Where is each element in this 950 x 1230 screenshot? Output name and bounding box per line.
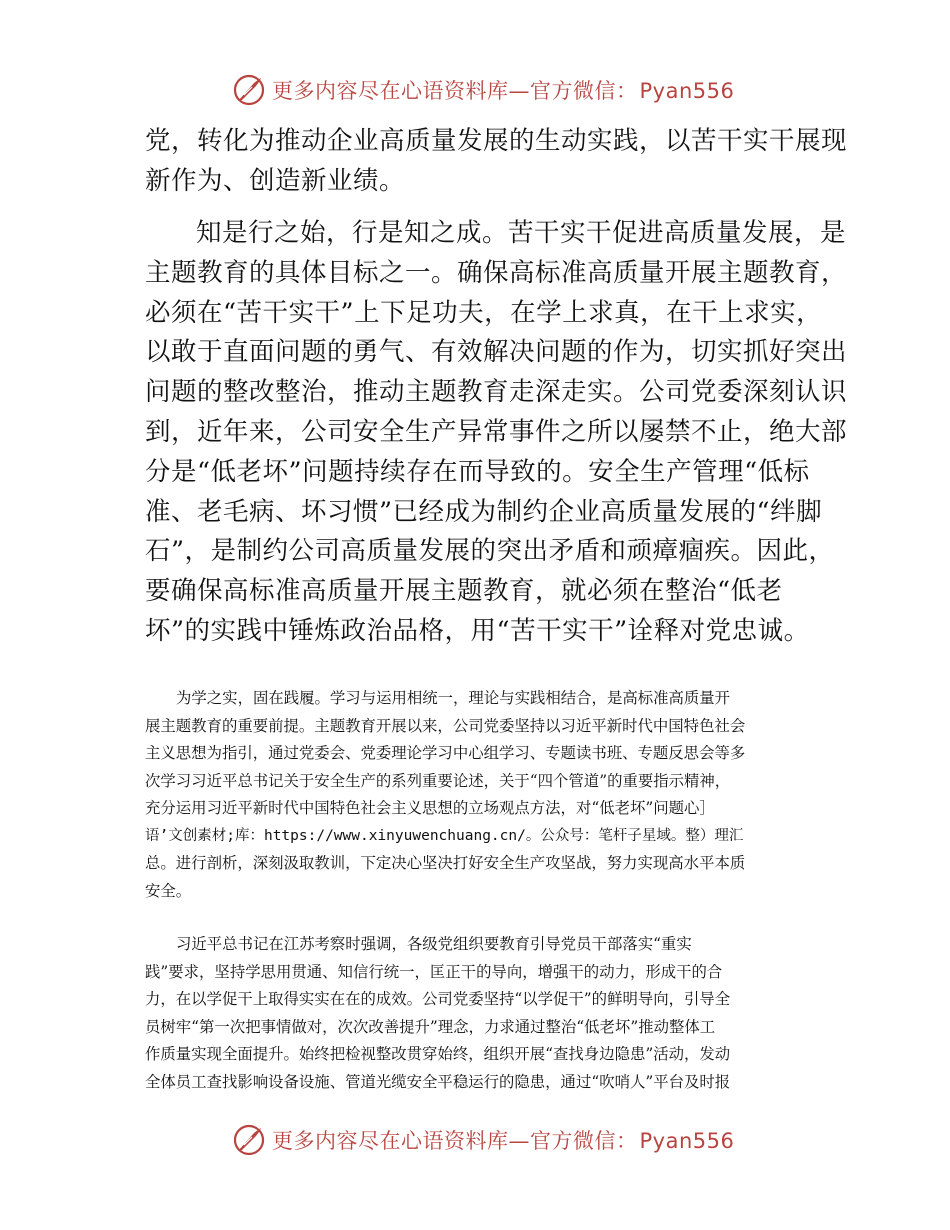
text-line: 党，转化为推动企业高质量发展的生动实践，以苦干实干展现 bbox=[145, 126, 848, 156]
text-line: 员树牢“第一次把事情做对，次次改善提升”理念，力求通过整治“低老坏”推动整体工 bbox=[145, 1017, 716, 1036]
text-line: 坏”的实践中锤炼政治品格，用“苦干实干”诠释对党忠诚。 bbox=[145, 615, 810, 646]
text-line: 力，在以学促干上取得实实在在的成效。公司党委坚持“以学促干”的鲜明导向，引导全 bbox=[145, 990, 731, 1008]
text-line: 主义思想为指引，通过党委会、党委理论学习中心组学习、专题读书班、专题反思会等多 bbox=[145, 744, 746, 762]
text-line: 必须在“苦干实干”上下足功夫，在学上求真，在干上求实， bbox=[145, 297, 823, 328]
text-line: 主题教育的具体目标之一。确保高标准高质量开展主题教育， bbox=[145, 257, 848, 288]
header-watermark-banner bbox=[232, 70, 735, 110]
paragraph-2 bbox=[145, 214, 848, 652]
quill-pen-logo-icon bbox=[232, 73, 266, 107]
paragraph-1 bbox=[145, 122, 848, 202]
text-line: 分是“低老坏”问题持续存在而导致的。安全生产管理“低标 bbox=[145, 456, 810, 487]
text-line: 以敢于直面问题的勇气、有效解决问题的作为，切实抓好突出 bbox=[145, 337, 848, 368]
text-line: 问题的整改整治，推动主题教育走深走实。公司党委深刻认识 bbox=[145, 377, 848, 408]
text-line: 作质量实现全面提升。始终把检视整改贯穿始终，组织开展“查找身边隐患”活动，发动 bbox=[145, 1045, 731, 1063]
text-line: 展主题教育的重要前提。主题教育开展以来，公司党委坚持以习近平新时代中国特色社会 bbox=[145, 716, 746, 735]
quill-pen-logo-icon bbox=[232, 1123, 266, 1157]
footer-watermark-banner bbox=[232, 1120, 735, 1160]
wechat-id: Pyan556 bbox=[639, 1129, 735, 1153]
text-line: 新作为、创造新业绩。 bbox=[145, 165, 406, 196]
text-line: 践”要求，坚持学思用贯通、知信行统一，匡正干的导向，增强干的动力，形成干的合 bbox=[145, 962, 723, 981]
paragraph-3 bbox=[145, 685, 810, 905]
text-line: 石”，是制约公司高质量发展的突出矛盾和顽瘴痼疾。因此， bbox=[145, 536, 835, 567]
text-line: 习近平总书记在江苏考察时强调，各级党组织要教育引导党员干部落实“重实 bbox=[176, 935, 692, 953]
text-line: 全体员工查找影响设备设施、管道光缆安全平稳运行的隐患，通过“吹哨人”平台及时报 bbox=[145, 1072, 731, 1091]
text-line: 次学习习近平总书记关于安全生产的系列重要论述，关于“四个管道”的重要指示精神， bbox=[145, 771, 731, 790]
text-line: 总。进行剖析，深刻汲取教训，下定决心坚决打好安全生产攻坚战，努力实现高水平本质 bbox=[145, 854, 746, 872]
wechat-id: Pyan556 bbox=[639, 79, 735, 103]
text-line: 为学之实，固在践履。学习与运用相统一，理论与实践相结合，是高标准高质量开 bbox=[176, 689, 731, 707]
text-line: 充分运用习近平新时代中国特色社会主义思想的立场观点方法，对“低老坏”问题心］ bbox=[145, 799, 715, 817]
text-line: 知是行之始，行是知之成。苦干实干促进高质量发展，是 bbox=[196, 218, 847, 248]
text-line: 安全。 bbox=[145, 881, 192, 900]
text-line: 到，近年来，公司安全生产异常事件之所以屡禁不止，绝大部 bbox=[145, 416, 848, 447]
text-line: 准、老毛病、坏习惯”已经成为制约企业高质量发展的“绊脚 bbox=[145, 496, 823, 527]
paragraph-4 bbox=[145, 931, 810, 1096]
text-line: 要确保高标准高质量开展主题教育，就必须在整治“低老 bbox=[145, 576, 783, 607]
banner-text: 更多内容尽在心语资料库—官方微信：Pyan556 bbox=[272, 79, 735, 103]
text-line-url: 语’文创素材;库：https://www.xinyuwenchuang.cn/。公众号：笔杆子星域。整）理汇 bbox=[145, 827, 744, 844]
banner-text: 更多内容尽在心语资料库—官方微信：Pyan556 bbox=[272, 1129, 735, 1153]
